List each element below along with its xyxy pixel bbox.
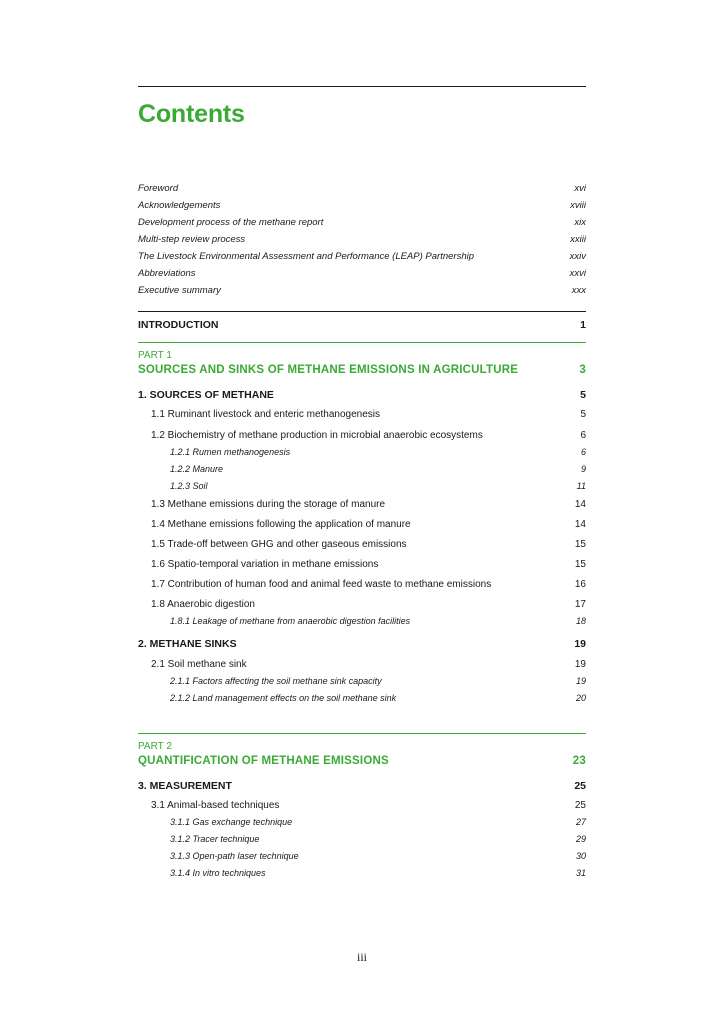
divider	[138, 311, 586, 312]
toc-entry-1-6[interactable]: 1.6 Spatio-temporal variation in methane emissions 15	[151, 559, 586, 570]
toc-entry-3-1-1[interactable]: 3.1.1 Gas exchange technique 27	[170, 817, 586, 827]
toc-entry-1-2-2[interactable]: 1.2.2 Manure 9	[170, 464, 586, 474]
toc-entry-1-1[interactable]: 1.1 Ruminant livestock and enteric methanogenesis 5	[151, 409, 586, 420]
toc-entry-3-1-3[interactable]: 3.1.3 Open-path laser technique 30	[170, 851, 586, 861]
toc-entry-part-2[interactable]: QUANTIFICATION OF METHANE EMISSIONS 23	[138, 755, 586, 767]
part-2-label: PART 2	[138, 741, 172, 752]
toc-entry-leap-partnership[interactable]: The Livestock Environmental Assessment and Performance (LEAP) Partnership xxiv	[138, 251, 586, 262]
part-1-label: PART 1	[138, 350, 172, 361]
toc-entry-foreword[interactable]: Foreword xvi	[138, 183, 586, 194]
toc-entry-chapter-2[interactable]: 2. METHANE SINKS 19	[138, 638, 586, 650]
toc-entry-1-8[interactable]: 1.8 Anaerobic digestion 17	[151, 599, 586, 610]
page-number: iii	[356, 950, 367, 964]
toc-entry-abbreviations[interactable]: Abbreviations xxvi	[138, 268, 586, 279]
toc-entry-2-1-2[interactable]: 2.1.2 Land management effects on the soil methane sink 20	[170, 693, 586, 703]
toc-entry-introduction[interactable]: INTRODUCTION 1	[138, 319, 586, 331]
toc-entry-acknowledgements[interactable]: Acknowledgements xviii	[138, 200, 586, 211]
toc-entry-3-1-4[interactable]: 3.1.4 In vitro techniques 31	[170, 868, 586, 878]
toc-entry-2-1[interactable]: 2.1 Soil methane sink 19	[151, 659, 586, 670]
toc-entry-3-1-2[interactable]: 3.1.2 Tracer technique 29	[170, 834, 586, 844]
toc-entry-chapter-3[interactable]: 3. MEASUREMENT 25	[138, 780, 586, 792]
toc-entry-1-3[interactable]: 1.3 Methane emissions during the storage of manure 14	[151, 499, 586, 510]
toc-entry-executive-summary[interactable]: Executive summary xxx	[138, 285, 586, 296]
toc-entry-1-7[interactable]: 1.7 Contribution of human food and animal feed waste to methane emissions 16	[151, 579, 586, 590]
toc-entry-1-4[interactable]: 1.4 Methane emissions following the application of manure 14	[151, 519, 586, 530]
toc-entry-1-2-1[interactable]: 1.2.1 Rumen methanogenesis 6	[170, 447, 586, 457]
page-title: Contents	[138, 100, 245, 128]
toc-entry-review-process[interactable]: Multi-step review process xxiii	[138, 234, 586, 245]
toc-entry-development-process[interactable]: Development process of the methane report xix	[138, 217, 586, 228]
toc-entry-1-8-1[interactable]: 1.8.1 Leakage of methane from anaerobic digestion facilities 18	[170, 616, 586, 626]
toc-entry-1-5[interactable]: 1.5 Trade-off between GHG and other gaseous emissions 15	[151, 539, 586, 550]
toc-entry-2-1-1[interactable]: 2.1.1 Factors affecting the soil methane sink capacity 19	[170, 676, 586, 686]
top-rule	[138, 86, 586, 87]
toc-entry-1-2-3[interactable]: 1.2.3 Soil 11	[170, 481, 586, 491]
part-divider	[138, 342, 586, 343]
part-divider	[138, 733, 586, 734]
toc-entry-3-1[interactable]: 3.1 Animal-based techniques 25	[151, 800, 586, 811]
toc-entry-chapter-1[interactable]: 1. SOURCES OF METHANE 5	[138, 389, 586, 401]
toc-entry-part-1[interactable]: SOURCES AND SINKS OF METHANE EMISSIONS IN AGRICULTURE 3	[138, 364, 586, 376]
toc-entry-1-2[interactable]: 1.2 Biochemistry of methane production in microbial anaerobic ecosystems 6	[151, 430, 586, 441]
